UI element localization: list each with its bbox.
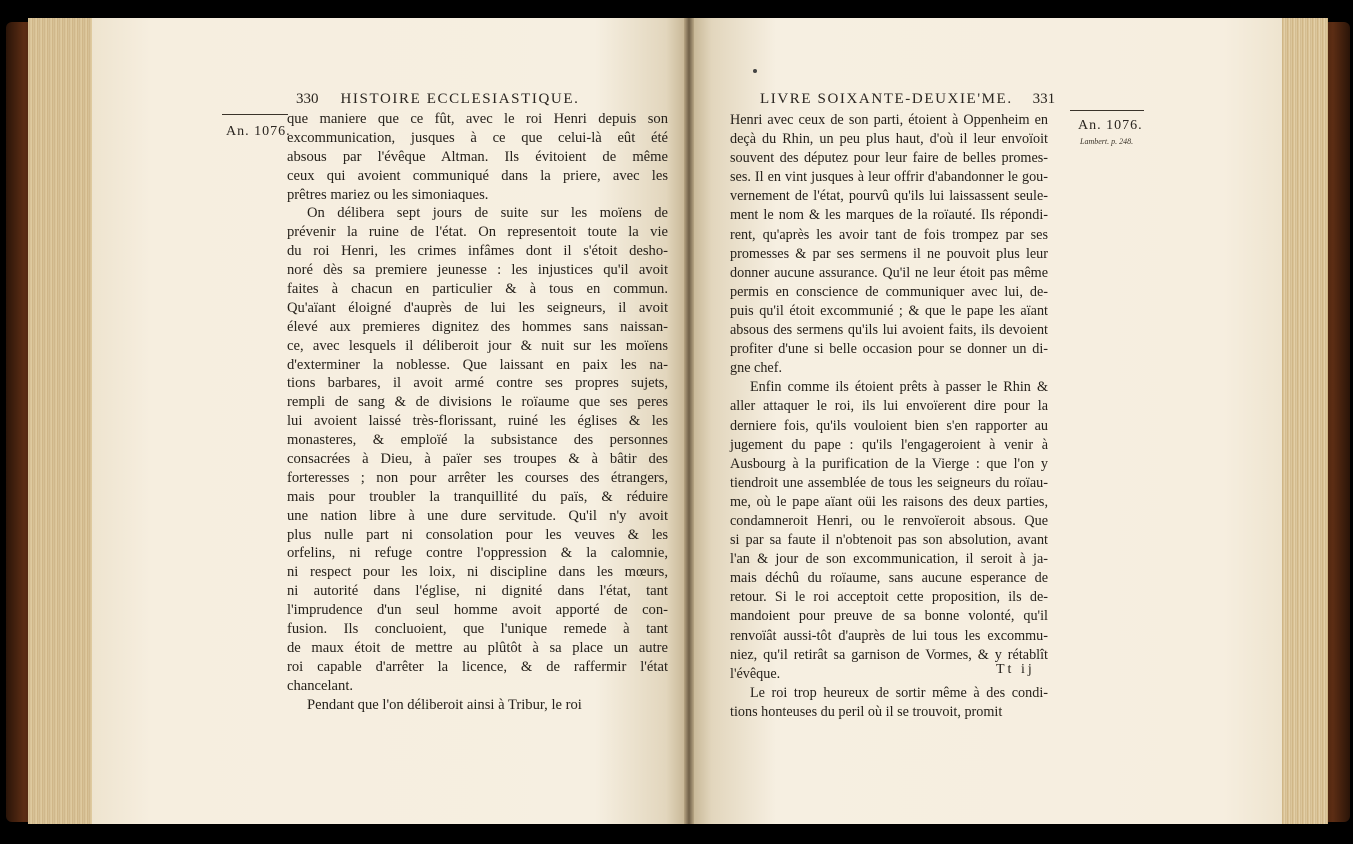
left-page-stack [28, 18, 96, 824]
text-line: ce, avec lesquels il déliberoit jour & nuit sur les moïens [287, 337, 668, 354]
text-line: Pendant que l'on déliberoit ainsi à Tribur, le roi [307, 696, 582, 713]
text-line: tiendroit une assemblée de tous les seigneurs du roïau- [730, 474, 1048, 491]
text-line: prévenir la ruine de l'état. On representoit toute la vie [287, 224, 668, 241]
text-line: absous des sermens qu'ils lui avoient faits, ils devoient [730, 322, 1048, 339]
text-line: permis en conscience de communiquer avec lui, de- [730, 283, 1048, 300]
text-line: une nation libre à une dure servitude. Qu'il n'y avoit [287, 507, 668, 524]
text-line: mais pour troubler la tranquillité du païs, & réduire [287, 488, 668, 505]
text-line: derniere fois, qu'ils vouloient bien s'en rapporter au [730, 417, 1048, 434]
text-line: ses. Il en vint jusques à leur offrir d'abandonner le gou- [730, 169, 1048, 186]
text-line: ceux qui avoient communiqué dans la priere, avec les [287, 167, 668, 184]
right-margin-note: An. 1076. [1078, 118, 1143, 133]
ink-speck [753, 69, 757, 73]
left-margin-note: An. 1076. [226, 124, 291, 139]
text-line: Henri avec ceux de son parti, étoient à Oppenheim en [730, 112, 1048, 128]
right-running-title: LIVRE SOIXANTE-DEUXIE'ME. [760, 91, 1013, 107]
text-line: me, où le pape aïant oüi les raisons des deux parties, [730, 493, 1048, 510]
text-line: ni autorité dans l'église, ni dignité dans l'état, tant [287, 583, 668, 600]
text-line: roi capable d'arrêter la licence, & de raffermir l'état [287, 658, 668, 675]
text-line: élevé aux premieres dignitez des hommes sans naissan- [287, 318, 668, 335]
text-line: profiter d'une si belle occasion pour se donner un di- [730, 341, 1048, 358]
text-line: consacrées à Dieu, à païer ses troupes & à bâtir des [287, 451, 668, 468]
text-line: Ausbourg à la purification de la Vierge : que l'on y [730, 455, 1048, 472]
text-line: prêtres mariez ou les simoniaques. [287, 186, 489, 203]
text-line: chancelant. [287, 677, 354, 694]
text-line: On délibera sept jours de suite sur les moïens de [307, 205, 668, 222]
text-line: deçà du Rhin, un peu plus haut, d'où il leur envoïoit [730, 131, 1048, 148]
text-line: que maniere que ce fût, avec le roi Henri depuis son [287, 111, 668, 127]
text-line: lui avoient laissé très-florissant, ruiné les églises & les [287, 413, 668, 430]
text-line: l'an & jour de son excommunication, il seroit à ja- [730, 551, 1048, 568]
text-line: forteresses ; non pour arrêter les courses des étrangers, [287, 469, 668, 486]
text-line: du roi Henri, les crimes infâmes dont il s'étoit desho- [287, 243, 668, 260]
text-line: monasteres, & emploïé la subsistance des personnes [287, 432, 668, 449]
left-page-body [287, 110, 668, 715]
text-line: excommunication, jusques à ce que celui-là eût été [287, 129, 668, 146]
left-margin-rule [222, 114, 288, 115]
text-line: niez, qu'il retirât sa garnison de Vormes, & y rétablît [730, 646, 1048, 663]
book-gutter [684, 18, 694, 824]
text-line: noré dès sa premiere jeunesse : les injustices qu'il avoit [287, 262, 668, 279]
text-line: ni respect pour les loix, ni discipline dans les mœurs, [287, 564, 668, 581]
text-line: condamneroit Henri, ou le renvoïeroit absous. Que [730, 512, 1048, 529]
text-line: tions honteuses du peril où il se trouvoit, promit [730, 703, 1003, 720]
text-line: Enfin comme ils étoient prêts à passer le Rhin & [750, 379, 1048, 396]
right-margin-reference: Lambert. p. 248. [1080, 137, 1134, 146]
left-page-header [296, 91, 606, 111]
text-line: orfelins, ni refuge contre l'oppression & la calomnie, [287, 545, 668, 562]
text-line: ment le nom & les marques de la roïauté. Ils répondi- [730, 207, 1048, 224]
right-page-number: 331 [1032, 91, 1056, 107]
signature-mark: Tt ij [996, 662, 1035, 677]
right-margin-rule [1070, 110, 1144, 111]
text-line: jugement du pape : qu'ils l'engageroient à venir à [730, 436, 1048, 453]
left-page-number: 330 [296, 91, 319, 107]
text-line: absous par l'évêque Altman. Ils évitoient de même [287, 148, 668, 165]
right-page-header [760, 91, 1080, 111]
text-line: si par sa faute il n'obtenoit pas son absolution, avant [730, 532, 1048, 549]
text-line: gne chef. [730, 360, 782, 377]
text-line: Qu'aïant éloigné d'auprès de lui les seigneurs, il avoit [287, 299, 668, 316]
text-line: rent, qu'après les avoir tant de fois trompez par ses [730, 226, 1048, 243]
text-line: Le roi trop heureux de sortir même à des condi- [750, 684, 1048, 701]
text-line: fusion. Ils concluoient, que l'unique remede à tant [287, 621, 668, 638]
text-line: l'évêque. [730, 665, 781, 682]
text-line: mais déchû du roïaume, sans aucune esperance de [730, 570, 1048, 587]
text-line: promesses & par ses sermens il ne pouvoit plus leur [730, 245, 1048, 262]
text-line: donner aucune assurance. Qu'il ne leur étoit pas même [730, 264, 1048, 281]
text-line: renvoïât aussi-tôt d'auprès de lui tous les excommu- [730, 627, 1048, 644]
text-line: faites à chacun en particulier & à tous en commun. [287, 281, 668, 298]
left-running-title: HISTOIRE ECCLESIASTIQUE. [340, 91, 580, 107]
text-line: vernement de l'état, pourvû qu'ils lui laissassent seule- [730, 188, 1048, 205]
text-line: rempli de sang & de divisions le roïaume que ses peres [287, 394, 668, 411]
text-line: plus nulle part ni consolation pour les veuves & les [287, 526, 668, 543]
text-line: souvent des députez pour leur faire de belles promes- [730, 150, 1048, 167]
text-line: aller attaquer le roi, ils lui envoïerent dire pour la [730, 398, 1048, 415]
text-line: de maux étoit de mettre au plûtôt à sa place un autre [287, 639, 668, 656]
right-page-body [730, 111, 1048, 722]
text-line: retour. Si le roi acceptoit cette proposition, ils de- [730, 589, 1048, 606]
text-line: mandoient pour preuve de sa bonne volonté, qu'il [730, 608, 1048, 625]
right-page-stack [1276, 18, 1328, 824]
text-line: tions barbares, il avoit armé contre ses propres sujets, [287, 375, 668, 392]
text-line: puis qu'il étoit excommunié ; & que le pape les aïant [730, 302, 1048, 319]
text-line: l'imprudence d'un seul homme avoit apporté de con- [287, 602, 668, 619]
text-line: d'exterminer la noblesse. Que laissant en paix les na- [287, 356, 668, 373]
